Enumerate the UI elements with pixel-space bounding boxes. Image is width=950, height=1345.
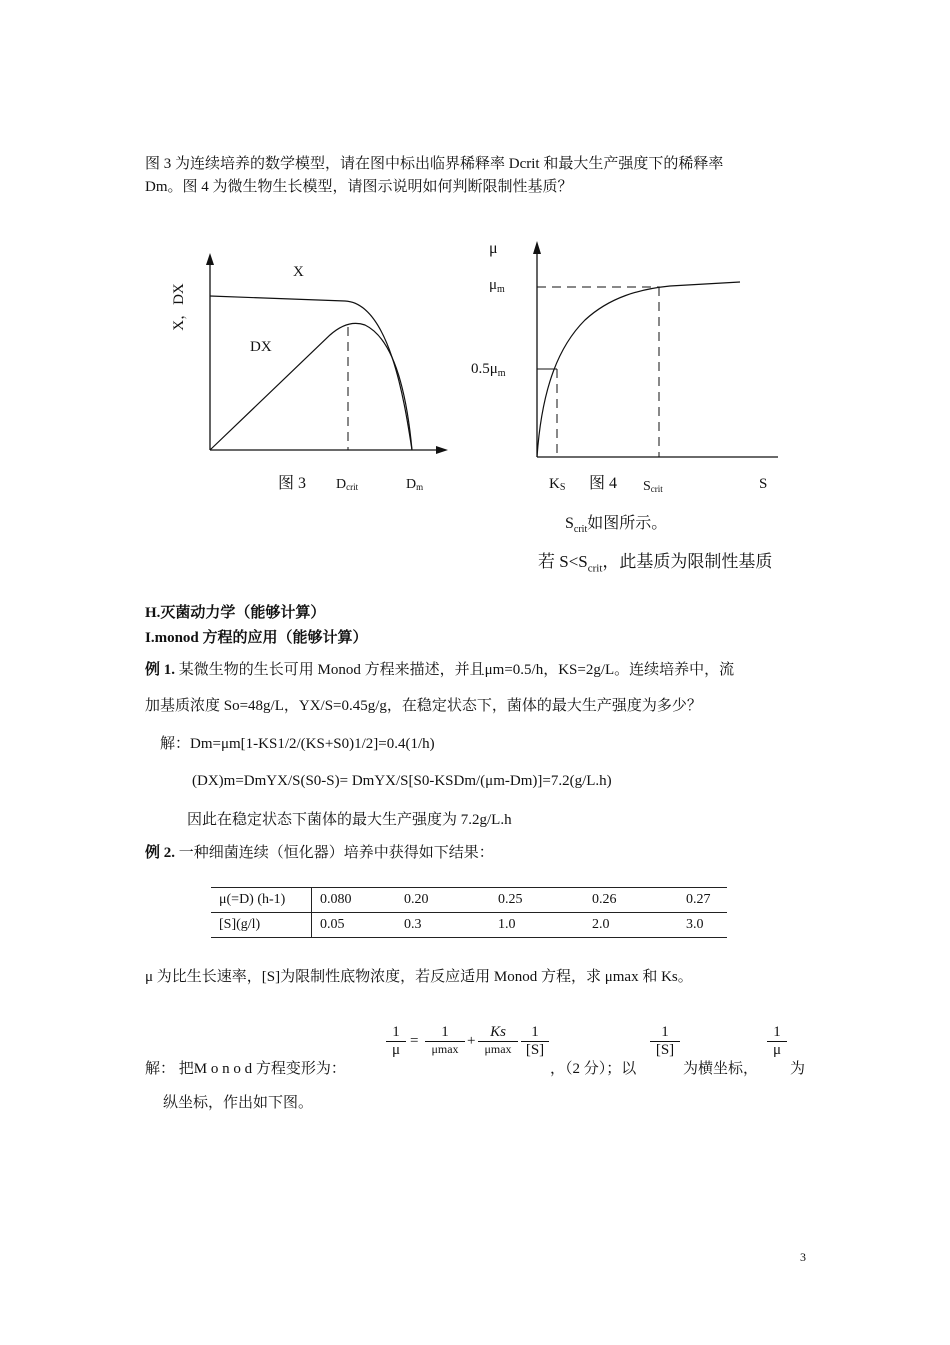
x-axis-frac-den: [S]: [650, 1041, 680, 1059]
fig3-label-dx: DX: [250, 339, 272, 355]
table-cell: 0.3: [396, 913, 490, 938]
example-2-text: 一种细菌连续（恒化器）培养中获得如下结果：: [178, 845, 494, 861]
example-1-text-2: 加基质浓度 So=48g/L，YX/S=0.45g/g，在稳定状态下，菌体的最大生产强度为多少？: [145, 698, 702, 714]
x-axis-frac-num: 1: [661, 1024, 669, 1040]
table-cell: 0.20: [396, 888, 490, 913]
eq-equals: =: [410, 1033, 419, 1049]
example-1-solution-2: (DX)m=DmYX/S(S0-S)= DmYX/S[S0-KSDm/(μm-Dm)]=7.2(g/L.h): [192, 773, 612, 789]
example-2-label: 例 2.: [145, 845, 176, 861]
eq-plus: +: [467, 1033, 476, 1049]
table-cell: 0.25: [490, 888, 584, 913]
eq-frac-1: [386, 1024, 406, 1059]
example-2-question: μ 为比生长速率，[S]为限制性底物浓度，若反应适用 Monod 方程，求 μmax 和 Ks。: [145, 969, 693, 985]
eq-frac-3-den: μmax: [478, 1041, 518, 1057]
fig4-y-label: μ: [489, 240, 498, 257]
eq-frac-2-num: 1: [441, 1024, 449, 1040]
fig4-ks-label: KS: [549, 476, 566, 493]
example-2-solution-line-2: 纵坐标，作出如下图。: [163, 1095, 314, 1111]
fig3-caption: 图 3: [278, 475, 307, 492]
example-2-solution-end: 为: [790, 1061, 806, 1077]
example-2-line: [145, 842, 494, 864]
eq-frac-4: [521, 1024, 549, 1059]
section-i-heading: I.monod 方程的应用（能够计算）: [145, 630, 368, 646]
table-row: [211, 888, 727, 913]
fig3-curve-dx: [210, 323, 412, 450]
intro-line-2: Dm。图 4 为微生物生长模型，请图示说明如何判断限制性基质？: [145, 179, 573, 195]
eq-frac-3-num: Ks: [490, 1024, 506, 1040]
figure-3: [160, 245, 450, 495]
table-row-header: μ(=D) (h-1): [211, 888, 312, 913]
eq-frac-2: [425, 1024, 465, 1057]
answer-line-2: [538, 547, 772, 574]
y-axis-frac: [767, 1024, 787, 1059]
example-1-solution-1: 解：Dm=μm[1-KS1/2/(KS+S0)1/2]=0.4(1/h): [160, 736, 435, 752]
eq-frac-1-num: 1: [392, 1024, 400, 1040]
example-1-line-1: [145, 659, 734, 681]
answer-line-1: [565, 510, 667, 535]
intro-line-1: 图 3 为连续培养的数学模型，请在图中标出临界稀释率 Dcrit 和最大生产强度下的稀释率: [145, 156, 724, 172]
fig3-curve-x: [210, 296, 412, 450]
table-cell: 0.080: [312, 888, 397, 913]
fig3-y-arrow: [206, 253, 214, 265]
figure-4: [460, 225, 790, 500]
results-table: [211, 887, 727, 938]
fig4-scrit-label: Scrit: [643, 479, 663, 494]
page-number: 3: [800, 1250, 806, 1264]
table-cell: 0.27: [678, 888, 727, 913]
table-cell: 0.26: [584, 888, 678, 913]
fig3-label-x: X: [293, 264, 304, 280]
answer-line-2-pre: 若 S<S: [538, 552, 588, 571]
table-cell: 1.0: [490, 913, 584, 938]
answer-line-2-sub: crit: [587, 562, 603, 575]
table-cell: 3.0: [678, 913, 727, 938]
eq-frac-2-den: μmax: [425, 1041, 465, 1057]
fig4-y-arrow: [533, 241, 541, 254]
answer-line-2-rest: ，此基质为限制性基质: [602, 552, 773, 571]
table-cell: 0.05: [312, 913, 397, 938]
fig3-dm-label: Dm: [406, 477, 424, 492]
table-cell: 2.0: [584, 913, 678, 938]
y-axis-frac-num: 1: [773, 1024, 781, 1040]
example-2-solution-mid: ，（2 分）；以: [550, 1061, 637, 1077]
fig3-x-arrow: [436, 446, 448, 454]
example-2-solution-mid2: 为横坐标，: [683, 1061, 759, 1077]
fig3-dcrit-label: Dcrit: [336, 477, 359, 492]
eq-frac-1-den: μ: [386, 1041, 406, 1059]
example-1-text-1: 某微生物的生长可用 Monod 方程来描述，并且μm=0.5/h，KS=2g/L。连续培养中，流: [178, 662, 735, 678]
example-2-solution-pre: 解： 把M o n o d 方程变形为：: [145, 1061, 346, 1077]
table-row-header: [S](g/l): [211, 913, 312, 938]
eq-frac-3: [478, 1024, 518, 1057]
fig4-caption: 图 4: [589, 475, 618, 492]
eq-frac-4-num: 1: [531, 1024, 539, 1040]
example-1-label: 例 1.: [145, 662, 176, 678]
eq-frac-4-den: [S]: [521, 1041, 549, 1059]
answer-scrit: S: [565, 515, 574, 532]
fig4-curve: [537, 282, 740, 457]
fig3-y-label: X，DX: [171, 283, 187, 331]
example-1-solution-3: 因此在稳定状态下菌体的最大生产强度为 7.2g/L.h: [187, 812, 512, 828]
answer-scrit-sub: crit: [573, 524, 588, 536]
table-row: [211, 913, 727, 938]
section-h-heading: H.灭菌动力学（能够计算）: [145, 605, 326, 621]
fig4-mum-label: $\mu_m$: [489, 277, 505, 295]
fig4-x-label: S: [759, 476, 768, 492]
fig4-half-label: $0.5\mu_m$: [471, 361, 506, 379]
answer-line-1-rest: 如图所示。: [587, 515, 668, 532]
y-axis-frac-den: μ: [767, 1041, 787, 1059]
x-axis-frac: [650, 1024, 680, 1059]
